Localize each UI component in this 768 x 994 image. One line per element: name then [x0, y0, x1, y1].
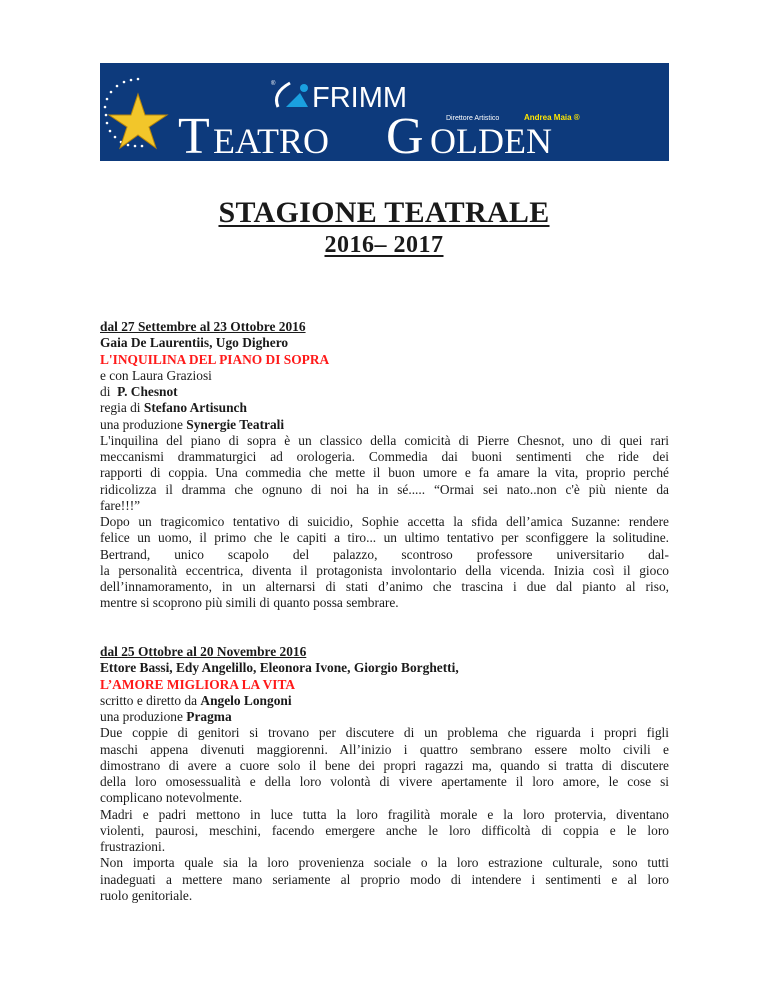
paragraph-line: ridicolizza il dramma che ognuno di noi ha in sé..... “Ormai sei nato..non c'è più niente da	[100, 481, 669, 497]
credit-line	[100, 693, 669, 709]
credit-line	[100, 368, 669, 384]
paragraph-line: inadeguati a mettere mano seriamente al proprio modo di intendere i sentimenti e al loro	[100, 871, 669, 887]
credit-label: regia di	[100, 400, 144, 416]
paragraph-line: ruolo genitoriale.	[100, 887, 193, 903]
paragraph-line: maschi appena divenuti maggiorenni. All’inizio i quattro sembrano essere molto civili e	[100, 741, 669, 757]
description-paragraph	[100, 433, 669, 514]
paragraph-line: Due coppie di genitori si trovano per discutere di un problema che riguarda i propri figli	[100, 725, 669, 741]
show-cast: Ettore Bassi, Edy Angelillo, Eleonora Ivone, Giorgio Borghetti,	[100, 660, 459, 676]
paragraph-line: mentre si scoprono più simili di quanto possa sembrare.	[100, 595, 399, 611]
director-label: Direttore Artistico	[446, 115, 500, 122]
paragraph-line: Dopo un tragicomico tentativo di suicidio, Sophie accetta la sfida dell’amica Suzanne: rendere	[100, 514, 669, 529]
description-paragraph	[100, 807, 669, 856]
credit-name: Pragma	[186, 709, 232, 724]
credit-label: una produzione	[100, 709, 187, 724]
paragraph-line: Non importa quale sia la loro provenienza sociale o la loro estrazione culturale, sono tutti	[100, 855, 669, 871]
credit-name: Synergie Teatrali	[186, 416, 285, 432]
credit-name: Stefano Artisunch	[143, 400, 247, 416]
paragraph-line: dimostrano di avere a cuore solo il bene dei propri ragazzi ma, quando si tratta di discutere	[100, 757, 669, 773]
credit-label: e con Laura Graziosi	[100, 367, 212, 383]
paragraph-line: dell’innamoramento, in un alternarsi di stati d’animo che trascina i due dal pianto al riso,	[100, 579, 669, 594]
paragraph-line: felice un uomo, il primo che le capiti a tiro... un ultimo tentativo per sconfiggere la solitudine.	[100, 530, 669, 546]
paragraph-line: frustrazioni.	[100, 839, 166, 854]
description-paragraph	[100, 725, 669, 806]
show-dates: dal 25 Ottobre al 20 Novembre 2016	[100, 644, 307, 659]
registered-mark: ®	[271, 81, 276, 87]
paragraph-line: fare!!!”	[100, 497, 141, 513]
credit-line	[100, 384, 669, 400]
show-cast: Gaia De Laurentiis, Ugo Dighero	[100, 335, 289, 351]
theatre-rest: EATRO	[213, 121, 329, 161]
show-section	[100, 319, 669, 612]
description-paragraph	[100, 855, 669, 904]
show-section	[100, 644, 669, 904]
paragraph-line: complicano notevolmente.	[100, 790, 243, 806]
description-paragraph	[100, 514, 669, 612]
season-years: 2016– 2017	[324, 232, 444, 258]
credit-label: scritto e diretto da	[100, 692, 201, 708]
golden-first-letter: G	[386, 108, 424, 161]
paragraph-line: L'inquilina del piano di sopra è un classico della comicità di Pierre Chesnot, uno di quei rari	[100, 432, 669, 448]
show-title: L'INQUILINA DEL PIANO DI SOPRA	[100, 351, 330, 367]
credit-label: di	[100, 384, 118, 399]
page-title: STAGIONE TEATRALE	[218, 196, 550, 229]
credit-name: P. Chesnot	[117, 384, 178, 399]
frimm-brand: FRIMM	[312, 82, 408, 114]
paragraph-line: la personalità eccentrica, diventa il protagonista involontario della vicenda. Inizia così il gioco	[100, 562, 669, 578]
credit-line	[100, 709, 669, 725]
paragraph-line: meccanismi drammaturgici ad orologeria. Commedia dai buoni sentimenti che ride dei	[100, 449, 669, 464]
credit-line	[100, 400, 669, 416]
credit-name: Angelo Longoni	[200, 692, 292, 708]
paragraph-line: Madri e padri mettono in luce tutta la loro fragilità morale e la loro protervia, diventano	[100, 806, 669, 822]
credit-label: una produzione	[100, 416, 187, 432]
teatro-golden-banner-logo	[100, 63, 669, 161]
paragraph-line: rapporti di coppia. Una commedia che mette il buon umore e fa amare la vita, proprio perché	[100, 465, 669, 481]
show-title: L’AMORE MIGLIORA LA VITA	[100, 676, 296, 692]
theatre-first-letter: T	[178, 108, 210, 161]
paragraph-line: della loro omosessualità e della loro volontà di vivere apertamente il loro amore, le cose si	[100, 774, 669, 789]
show-dates: dal 27 Settembre al 23 Ottobre 2016	[100, 319, 306, 334]
paragraph-line: violenti, paurosi, meschini, facendo emergere anche le loro difficoltà di coppia e le loro	[100, 822, 669, 838]
director-name: Andrea Maia ®	[524, 113, 580, 122]
paragraph-line: Bertrand, unico scapolo del palazzo, scontroso professore universitario dal-	[100, 546, 669, 562]
golden-rest: OLDEN	[430, 121, 552, 161]
credit-line	[100, 417, 669, 433]
